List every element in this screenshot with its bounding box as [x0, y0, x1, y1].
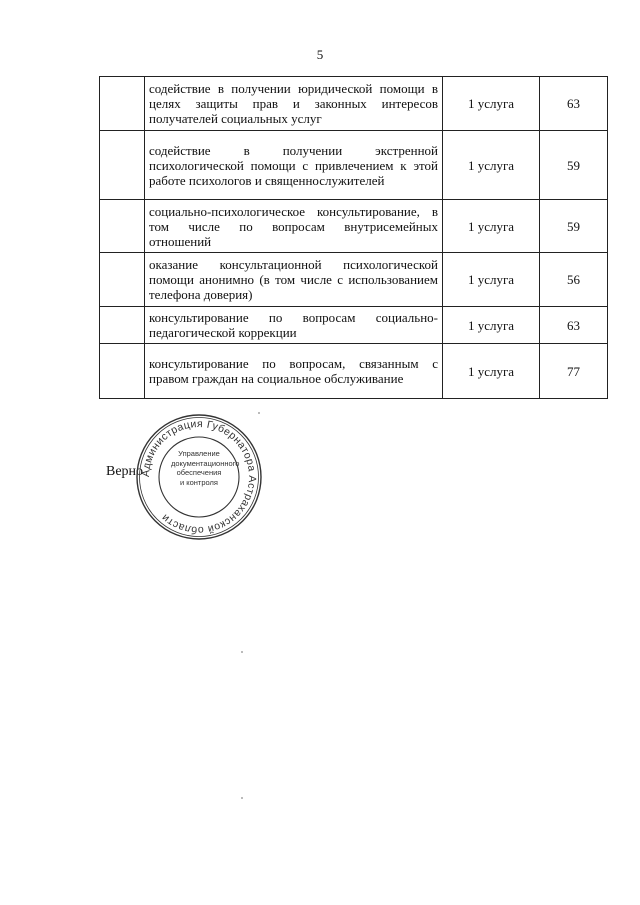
row-number-cell	[100, 131, 145, 200]
value-cell: 59	[540, 200, 608, 253]
table-row	[100, 200, 608, 253]
services-table	[99, 76, 608, 399]
stamp-ring-text: Администрация Губернатора Астраханской области	[139, 417, 259, 537]
value-cell: 56	[540, 253, 608, 307]
scan-speck	[258, 412, 260, 414]
table-row	[100, 77, 608, 131]
table-row	[100, 131, 608, 200]
stamp-inner-line: обеспечения	[176, 468, 222, 478]
service-name-cell: содействие в получении экстренной психологической помощи с привлечением к этой работе психологов и священнослужителей	[145, 131, 443, 200]
service-name-cell: консультирование по вопросам, связанным с правом граждан на социальное обслуживание	[145, 344, 443, 399]
scan-speck	[241, 651, 243, 653]
row-number-cell	[100, 253, 145, 307]
scan-speck	[241, 797, 243, 799]
table-row	[100, 344, 608, 399]
table-row	[100, 253, 608, 307]
service-name-cell: оказание консультационной психологической помощи анонимно (в том числе с использованием телефона доверия)	[145, 253, 443, 307]
value-cell: 77	[540, 344, 608, 399]
stamp-inner-line: Управление	[178, 449, 220, 458]
value-cell: 63	[540, 307, 608, 344]
unit-cell: 1 услуга	[443, 253, 540, 307]
unit-cell: 1 услуга	[443, 307, 540, 344]
official-stamp	[135, 413, 263, 541]
row-number-cell	[100, 307, 145, 344]
table-row	[100, 307, 608, 344]
certification-label: Верно	[106, 464, 144, 479]
stamp-inner-line: документационного	[171, 458, 240, 468]
row-number-cell	[100, 200, 145, 253]
service-name-cell: содействие в получении юридической помощи в целях защиты прав и законных интересов получателей социальных услуг	[145, 77, 443, 131]
row-number-cell	[100, 344, 145, 399]
value-cell: 63	[540, 77, 608, 131]
stamp-inner-line: и контроля	[179, 477, 218, 487]
service-name-cell: консультирование по вопросам социально-педагогической коррекции	[145, 307, 443, 344]
service-name-cell: социально-психологическое консультирование, в том числе по вопросам внутрисемейных отношений	[145, 200, 443, 253]
unit-cell: 1 услуга	[443, 200, 540, 253]
stamp-inner-text	[171, 449, 240, 487]
unit-cell: 1 услуга	[443, 77, 540, 131]
value-cell: 59	[540, 131, 608, 200]
unit-cell: 1 услуга	[443, 344, 540, 399]
page-number: 5	[316, 47, 324, 62]
unit-cell: 1 услуга	[443, 131, 540, 200]
row-number-cell	[100, 77, 145, 131]
